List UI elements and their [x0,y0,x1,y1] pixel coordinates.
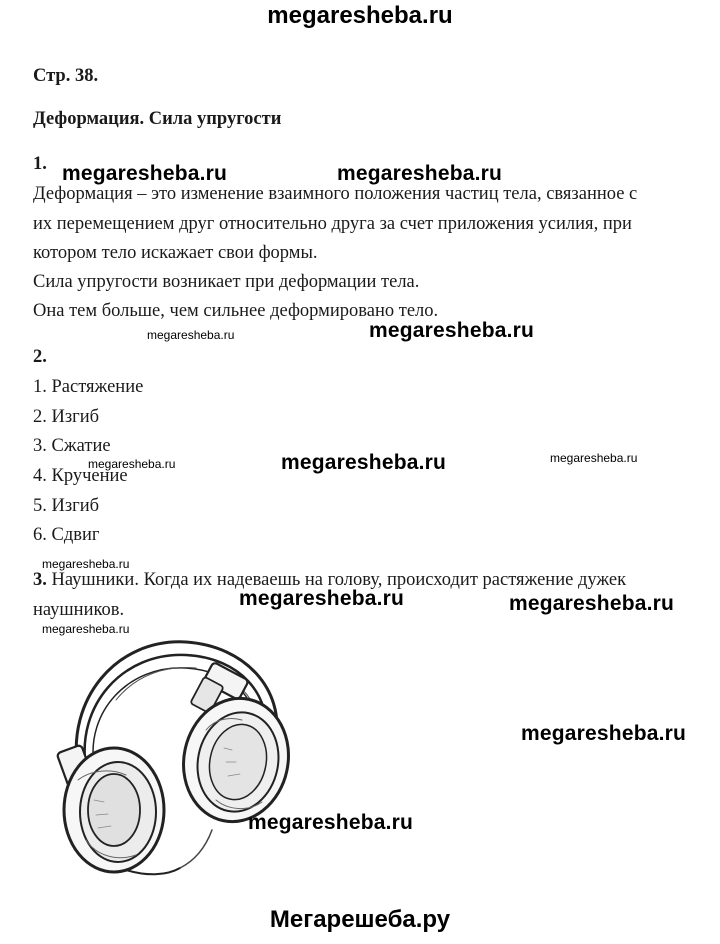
watermark: megaresheba.ru [239,587,405,610]
q1-line-1: Деформация – это изменение взаимного положения частиц тела, связанное с [33,184,638,204]
q2-item: 5. Изгиб [33,496,100,516]
q1-line-2: их перемещением друг относительно друга за счет приложения усилия, при [33,214,632,234]
q2-item: 3. Сжатие [33,436,111,456]
watermark: megaresheba.ru [281,451,447,474]
question-3-number: 3. [33,570,47,590]
q1-line-4: Сила упругости возникает при деформации тела. [33,272,420,292]
watermark: megaresheba.ru [147,328,235,342]
q2-item: 1. Растяжение [33,377,144,397]
watermark: megaresheba.ru [509,592,675,615]
q1-line-3: котором тело искажает свои формы. [33,243,318,263]
q2-item: 6. Сдвиг [33,525,100,545]
watermark: megaresheba.ru [62,162,228,185]
topic-title: Деформация. Сила упругости [33,109,282,129]
question-2-number: 2. [33,347,47,367]
watermark: megaresheba.ru [248,811,414,834]
footer-site-watermark: Мегарешеба.ру [269,906,451,933]
headphones-illustration [56,630,306,880]
q2-item: 2. Изгиб [33,407,100,427]
watermark: megaresheba.ru [369,319,535,342]
header-site-watermark: megaresheba.ru [267,2,453,29]
watermark: megaresheba.ru [550,451,638,465]
q1-line-5: Она тем больше, чем сильнее деформировано тело. [33,301,439,321]
watermark: megaresheba.ru [337,162,503,185]
q3-line-2: наушников. [33,600,125,620]
q3-text: Наушники. Когда их надеваешь на голову, происходит растяжение дужек [46,570,627,590]
watermark: megaresheba.ru [42,622,130,636]
watermark: megaresheba.ru [42,557,130,571]
watermark: megaresheba.ru [88,457,176,471]
q2-item: 4. Кручение [33,466,128,486]
watermark: megaresheba.ru [521,722,687,745]
page-label: Стр. 38. [33,66,99,86]
question-1-number: 1. [33,154,47,174]
